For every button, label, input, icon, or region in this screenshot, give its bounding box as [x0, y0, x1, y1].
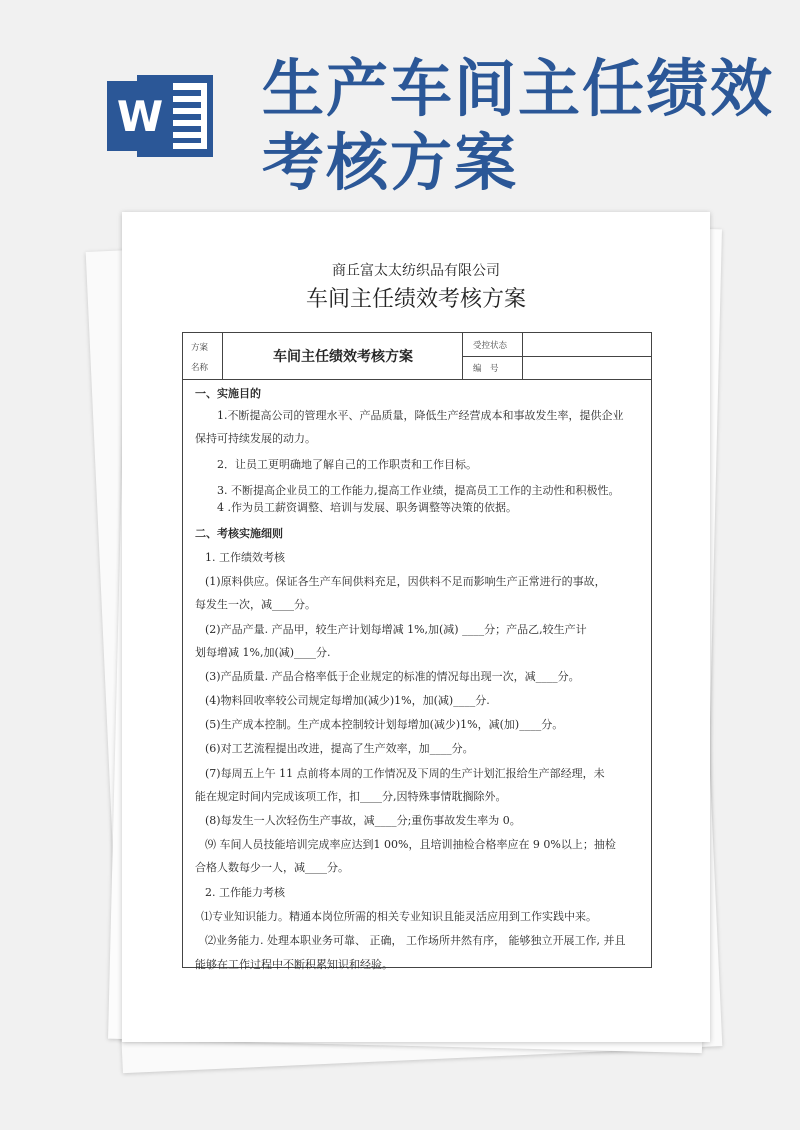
- plan-name-cell: [223, 333, 463, 379]
- section-heading: 一、实施目的: [195, 387, 261, 400]
- headline: [262, 52, 782, 200]
- body-line: 1.不断提高公司的管理水平、产品质量，降低生产经营成本和事故发生率，提供企业: [217, 409, 624, 422]
- plan-label-line-2: 名称: [191, 363, 209, 373]
- body-line: (1)原料供应。保证各生产车间供料充足，因供料不足而影响生产正常进行的事故，: [205, 575, 606, 588]
- body-line: ⑵业务能力. 处理本职业务可靠、 正确， 工作场所井然有序， 能够独立开展工作, 并且: [205, 934, 626, 947]
- body-line: 每发生一次，减____分。: [195, 598, 316, 611]
- body-line: (5)生产成本控制。生产成本控制较计划每增加(减少)1%，减(加)____分。: [205, 718, 564, 731]
- company-name: 商丘富太太纺织品有限公司: [332, 263, 500, 279]
- body-line: ⑼ 车间人员技能培训完成率应达到1 00%，且培训抽检合格率应在 9 0%以上；抽检: [205, 838, 616, 851]
- body-line: (2)产品产量. 产品甲，较生产计划每增减 1%,加(减) ____分；产品乙,较生产计: [205, 623, 587, 636]
- body-line: 保持可持续发展的动力。: [195, 432, 316, 445]
- body-line: 能够在工作过程中不断积累知识和经验。: [195, 958, 393, 971]
- headline-line-2: 考核方案: [262, 126, 519, 199]
- body-line: 3. 不断提高企业员工的工作能力,提高工作业绩，提高员工工作的主动性和积极性。: [217, 484, 620, 497]
- body-line: 4 .作为员工薪资调整、培训与发展、职务调整等决策的依据。: [217, 501, 517, 514]
- body-line: 划每增减 1%,加(减)____分.: [195, 646, 331, 659]
- body-line: (4)物料回收率较公司规定每增加(减少)1%，加(减)____分.: [205, 694, 490, 707]
- form-header: [183, 333, 651, 380]
- body-line: 1. 工作绩效考核: [205, 551, 285, 564]
- word-document-icon: [107, 75, 213, 157]
- body-line: 合格人数每少一人，减____分。: [195, 861, 349, 874]
- header-divider: [463, 356, 652, 357]
- body-line: (6)对工艺流程提出改进，提高了生产效率，加____分。: [205, 742, 474, 755]
- plan-label-line-1: 方案: [191, 343, 209, 353]
- plan-name: 车间主任绩效考核方案: [273, 349, 413, 365]
- body-line: 2．让员工更明确地了解自己的工作职责和工作目标。: [217, 458, 477, 471]
- plan-label-cell: [183, 333, 223, 379]
- number-label: 编 号: [473, 364, 499, 374]
- control-status-label: 受控状态: [473, 341, 508, 351]
- word-logo-letter: W: [116, 92, 164, 141]
- body-line: 2. 工作能力考核: [205, 886, 285, 899]
- body-line: (3)产品质量. 产品合格率低于企业规定的标准的情况每出现一次，减____分。: [205, 670, 580, 683]
- headline-line-1: 生产车间主任绩效: [262, 52, 775, 125]
- section-heading: 二、考核实施细则: [195, 527, 283, 540]
- body-line: ⑴专业知识能力。精通本岗位所需的相关专业知识且能灵活应用到工作实践中来。: [201, 910, 597, 923]
- body-line: 能在规定时间内完成该项工作，扣____分,因特殊事情耽搁除外。: [195, 790, 507, 803]
- document-title: 车间主任绩效考核方案: [305, 287, 526, 312]
- body-line: (7)每周五上午 11 点前将本周的工作情况及下周的生产计划汇报给生产部经理，未: [205, 767, 605, 780]
- form-frame: [182, 332, 652, 971]
- document-page: [122, 212, 710, 1042]
- body-line: (8)每发生一人次轻伤生产事故，减____分;重伤事故发生率为 0。: [205, 814, 521, 827]
